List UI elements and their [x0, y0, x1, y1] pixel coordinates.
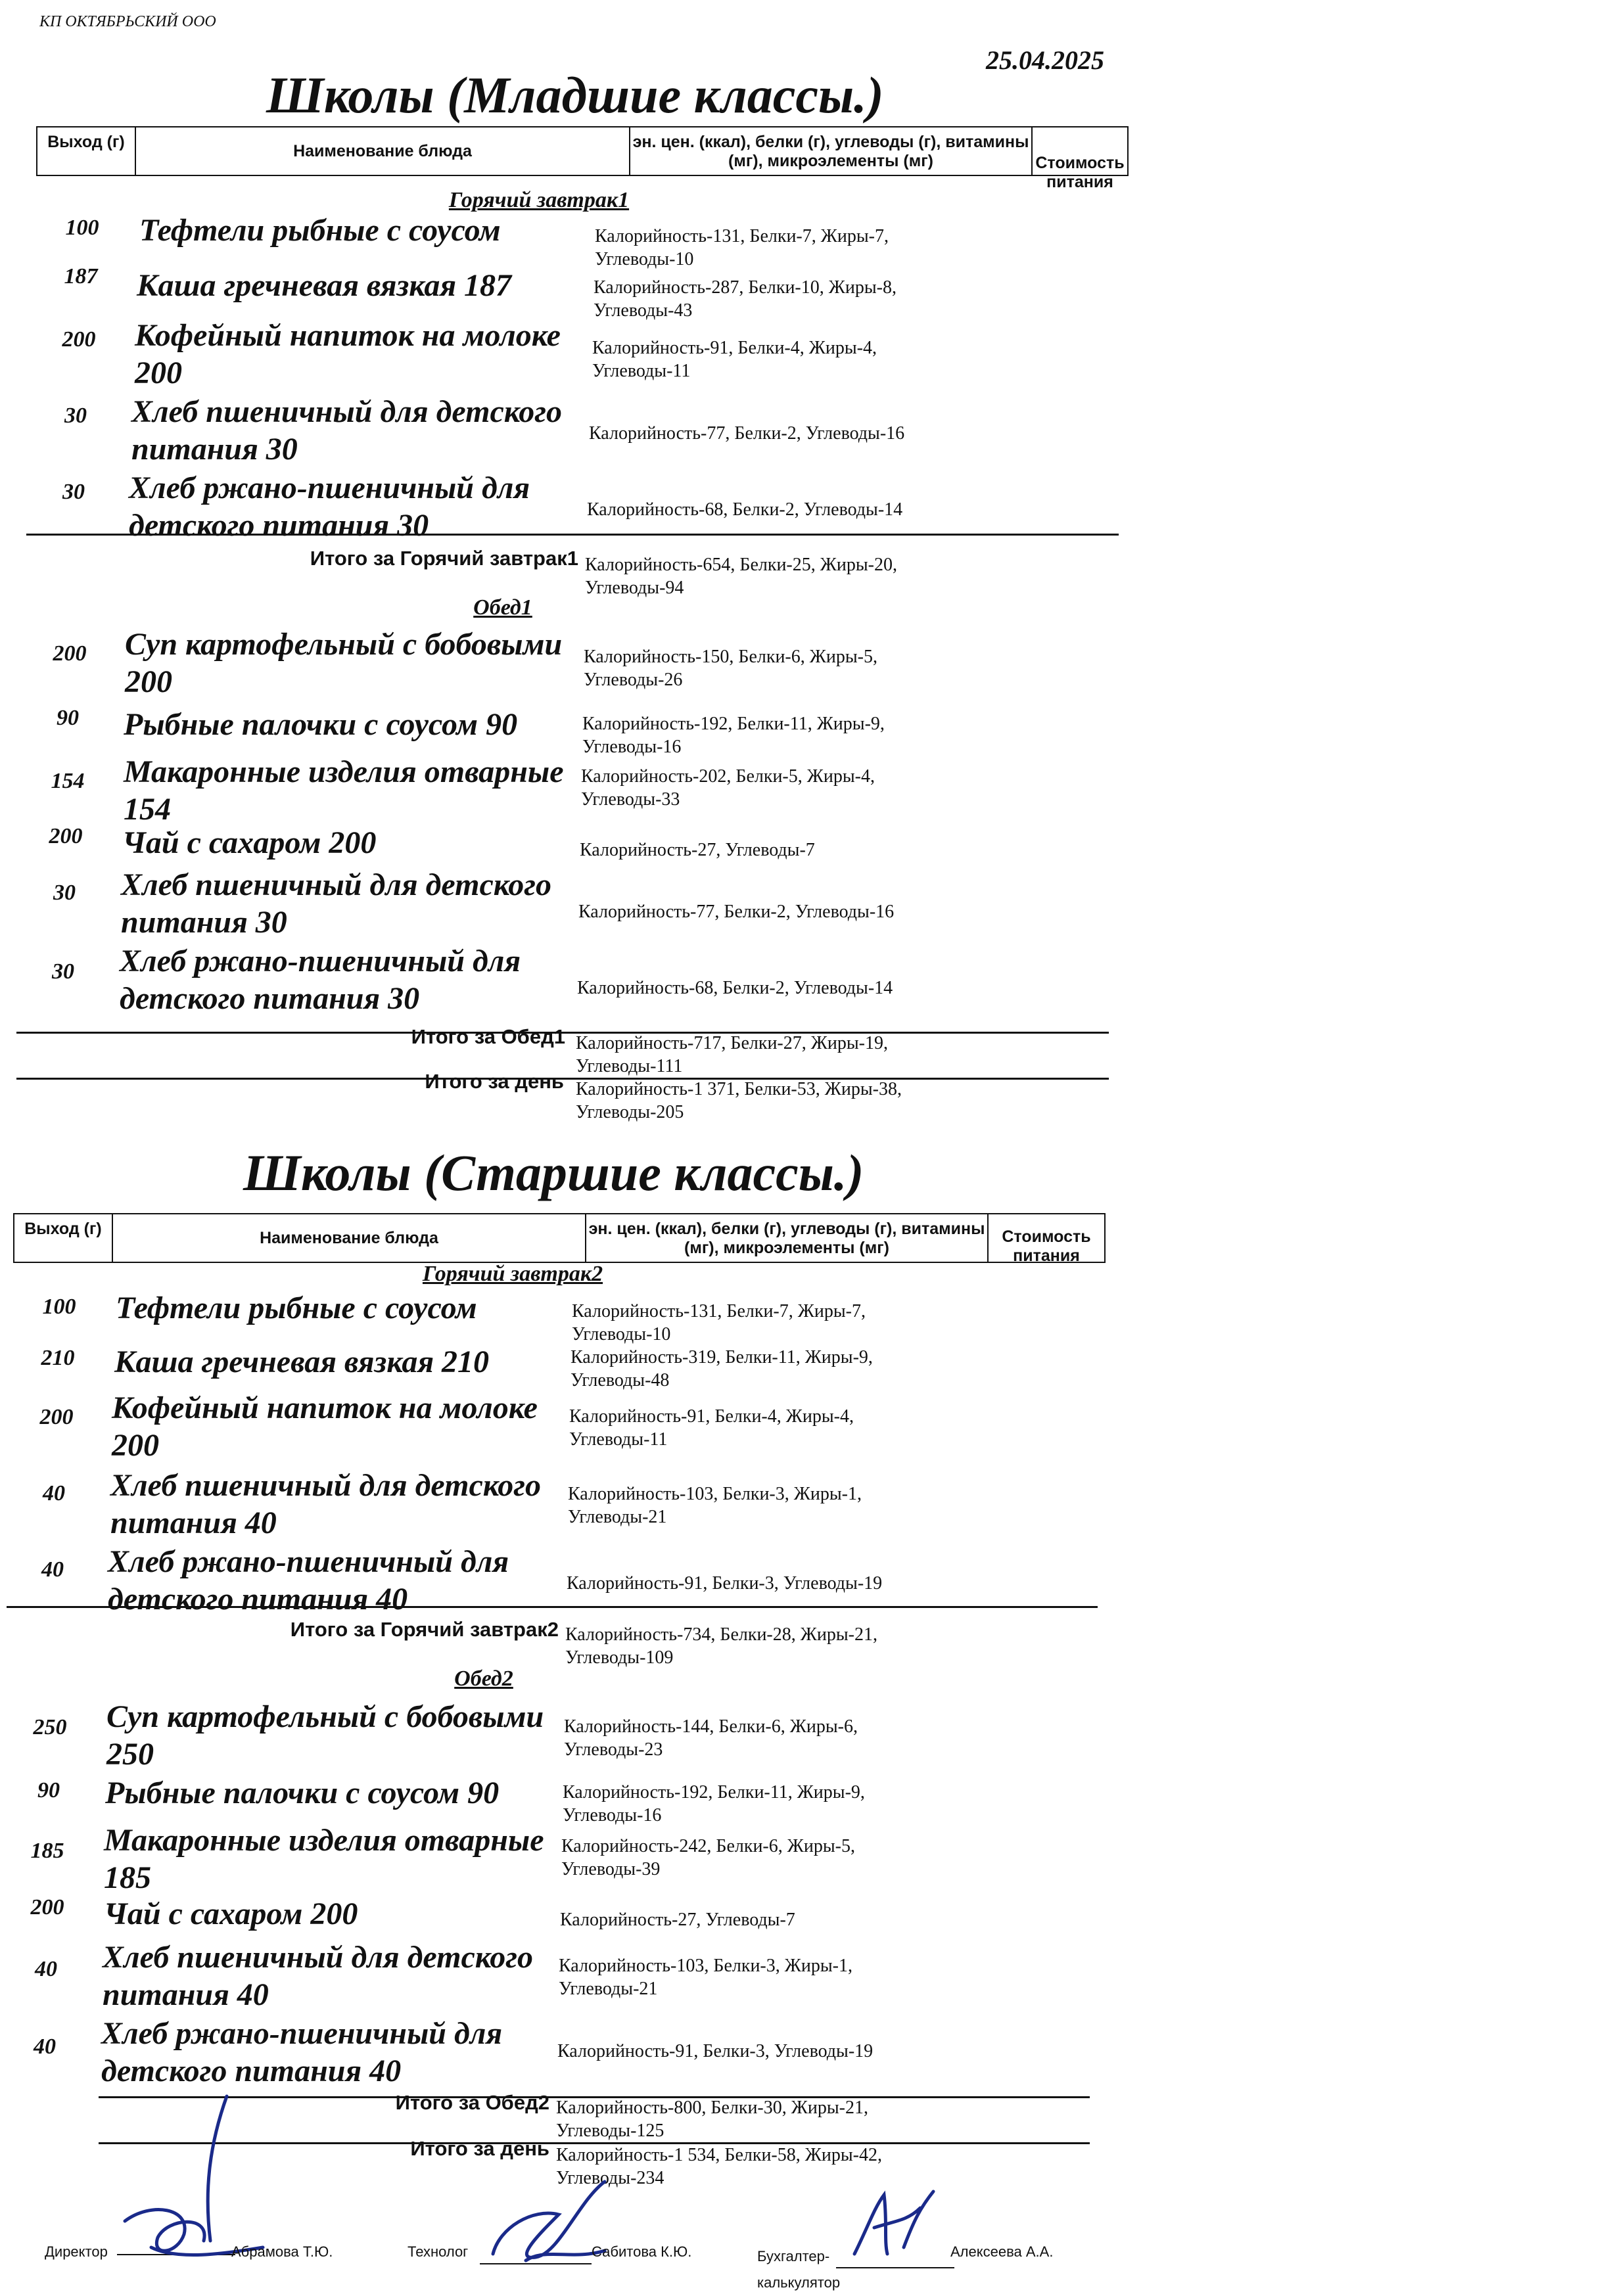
item-dish: Хлеб пшеничный для детского питания 30 [131, 394, 562, 467]
header-dish: Наименование блюда [136, 127, 630, 175]
item-dish: Хлеб ржано-пшеничный для детского питания 30 [129, 471, 530, 543]
item-yield: 200 [30, 1895, 64, 1919]
organization-name: КП ОКТЯБРЬСКИЙ ООО [39, 13, 216, 30]
divider-line [26, 534, 1119, 536]
meal-total-value: Калорийность-800, Белки-30, Жиры-21, Углеводы-125 [556, 2098, 868, 2141]
item-dish: Кофейный напиток на молоке 200 [135, 318, 561, 390]
item-yield: 250 [33, 1715, 67, 1739]
item-yield: 90 [37, 1778, 60, 1802]
item-yield: 40 [34, 2034, 56, 2059]
item-nutrition: Калорийность-131, Белки-7, Жиры-7, Углеводы-10 [595, 226, 889, 269]
item-nutrition: Калорийность-150, Белки-6, Жиры-5, Углеводы-26 [584, 647, 877, 690]
table-header-junior [36, 126, 1129, 191]
item-nutrition: Калорийность-103, Белки-3, Жиры-1, Углеводы-21 [568, 1484, 862, 1527]
item-yield: 30 [52, 959, 74, 984]
meal-title: Обед2 [454, 1666, 513, 1691]
item-yield: 154 [51, 769, 85, 793]
item-dish: Хлеб ржано-пшеничный для детского питания 40 [108, 1544, 509, 1617]
item-dish: Тефтели рыбные с соусом [139, 213, 501, 248]
item-dish: Хлеб пшеничный для детского питания 40 [110, 1468, 541, 1540]
item-dish: Хлеб ржано-пшеничный для детского питания 40 [101, 2016, 503, 2088]
signature-name-accountant: Алексеева А.А. [950, 2243, 1054, 2260]
item-dish: Суп картофельный с бобовыми 200 [125, 627, 563, 699]
item-nutrition: Калорийность-192, Белки-11, Жиры-9, Углеводы-16 [582, 714, 885, 757]
header-dish: Наименование блюда [113, 1214, 586, 1262]
item-nutrition: Калорийность-91, Белки-4, Жиры-4, Углеводы-11 [592, 338, 877, 381]
meal-title: Обед1 [473, 595, 532, 620]
day-total-value: Калорийность-1 534, Белки-58, Жиры-42, Углеводы-234 [556, 2145, 882, 2188]
meal-total-value: Калорийность-734, Белки-28, Жиры-21, Углеводы-109 [565, 1624, 877, 1668]
item-nutrition: Калорийность-91, Белки-4, Жиры-4, Углеводы-11 [569, 1406, 854, 1450]
item-yield: 100 [65, 216, 99, 240]
item-dish: Суп картофельный с бобовыми 250 [106, 1699, 544, 1772]
item-yield: 30 [64, 403, 87, 428]
item-yield: 30 [62, 480, 85, 504]
item-dish: Чай с сахаром 200 [104, 1896, 358, 1931]
signature-role-accountant: Бухгалтер-калькулятор [757, 2248, 841, 2291]
signature-role-director: Директор [45, 2243, 108, 2260]
item-nutrition: Калорийность-192, Белки-11, Жиры-9, Углеводы-16 [563, 1782, 865, 1825]
item-nutrition: Калорийность-77, Белки-2, Углеводы-16 [578, 902, 895, 922]
item-dish: Каша гречневая вязкая 187 [137, 268, 512, 303]
meal-total-label: Итого за Обед2 [395, 2091, 549, 2114]
item-dish: Макаронные изделия отварные 185 [104, 1823, 544, 1895]
item-yield: 210 [41, 1346, 75, 1370]
item-yield: 200 [39, 1405, 74, 1429]
item-yield: 30 [53, 881, 76, 905]
item-nutrition: Калорийность-91, Белки-3, Углеводы-19 [557, 2041, 874, 2061]
meal-total-label: Итого за Горячий завтрак2 [290, 1618, 559, 1641]
item-nutrition: Калорийность-103, Белки-3, Жиры-1, Углеводы-21 [559, 1956, 852, 1999]
table-header-senior [13, 1213, 1106, 1263]
day-total-label: Итого за день [410, 2137, 549, 2160]
item-nutrition: Калорийность-68, Белки-2, Углеводы-14 [577, 978, 893, 998]
signature-scribble-director [112, 2090, 269, 2267]
item-nutrition: Калорийность-144, Белки-6, Жиры-6, Углеводы-23 [564, 1716, 858, 1760]
section-title-junior: Школы (Младшие классы.) [266, 66, 884, 124]
item-yield: 200 [62, 327, 96, 352]
item-dish: Рыбные палочки с соусом 90 [124, 707, 518, 742]
item-dish: Тефтели рыбные с соусом [116, 1291, 477, 1325]
item-yield: 200 [49, 824, 83, 848]
item-yield: 100 [42, 1295, 76, 1319]
meal-title: Горячий завтрак2 [422, 1262, 603, 1286]
item-nutrition: Калорийность-131, Белки-7, Жиры-7, Углеводы-10 [572, 1301, 866, 1344]
header-nutrition: эн. цен. (ккал), белки (г), углеводы (г), витамины (мг), микроэлементы (мг) [630, 127, 1033, 175]
item-nutrition: Калорийность-68, Белки-2, Углеводы-14 [587, 499, 903, 520]
meal-total-label: Итого за Горячий завтрак1 [310, 547, 578, 570]
item-nutrition: Калорийность-319, Белки-11, Жиры-9, Углеводы-48 [571, 1347, 873, 1390]
header-yield: Выход (г) [37, 127, 136, 175]
item-yield: 200 [53, 641, 87, 666]
meal-total-label: Итого за Обед1 [411, 1025, 565, 1048]
header-yield: Выход (г) [14, 1214, 113, 1262]
item-yield: 40 [43, 1481, 65, 1505]
item-yield: 40 [41, 1557, 64, 1582]
divider-line [7, 1606, 1098, 1608]
item-dish: Хлеб пшеничный для детского питания 30 [121, 867, 551, 940]
item-nutrition: Калорийность-91, Белки-3, Углеводы-19 [567, 1573, 883, 1594]
meal-total-value: Калорийность-654, Белки-25, Жиры-20, Углеводы-94 [585, 555, 897, 598]
header-nutrition: эн. цен. (ккал), белки (г), углеводы (г), витамины (мг), микроэлементы (мг) [586, 1214, 989, 1262]
menu-date: 25.04.2025 [986, 45, 1104, 75]
day-total-label: Итого за день [425, 1070, 564, 1093]
item-dish: Хлеб пшеничный для детского питания 40 [103, 1940, 533, 2012]
signature-role-technologist: Технолог [408, 2243, 469, 2260]
item-yield: 90 [57, 706, 79, 730]
item-nutrition: Калорийность-242, Белки-6, Жиры-5, Углеводы-39 [561, 1836, 855, 1879]
signature-scribble-accountant [848, 2182, 940, 2267]
signature-line [836, 2267, 954, 2268]
item-dish: Макаронные изделия отварные 154 [124, 754, 564, 827]
meal-total-value: Калорийность-717, Белки-27, Жиры-19, Углеводы-111 [576, 1033, 888, 1076]
header-cost: Стоимость питания [1035, 154, 1125, 191]
item-yield: 40 [35, 1957, 57, 1981]
item-dish: Каша гречневая вязкая 210 [114, 1344, 490, 1379]
item-dish: Кофейный напиток на молоке 200 [112, 1390, 538, 1463]
signature-name-technologist: Сабитова К.Ю. [592, 2243, 692, 2260]
item-yield: 187 [64, 264, 98, 288]
item-nutrition: Калорийность-287, Белки-10, Жиры-8, Углеводы-43 [594, 277, 897, 321]
item-yield: 185 [30, 1839, 64, 1863]
section-title-senior: Школы (Старшие классы.) [243, 1144, 864, 1201]
header-cost: Стоимость питания [1002, 1228, 1091, 1265]
day-total-value: Калорийность-1 371, Белки-53, Жиры-38, Углеводы-205 [576, 1079, 902, 1122]
item-dish: Чай с сахаром 200 [122, 825, 377, 860]
item-dish: Хлеб ржано-пшеничный для детского питания 30 [120, 944, 521, 1016]
item-nutrition: Калорийность-77, Белки-2, Углеводы-16 [589, 423, 905, 444]
meal-title: Горячий завтрак1 [448, 188, 630, 212]
item-nutrition: Калорийность-202, Белки-5, Жиры-4, Углеводы-33 [581, 766, 875, 810]
item-nutrition: Калорийность-27, Углеводы-7 [560, 1910, 795, 1930]
signature-name-director: Абрамова Т.Ю. [231, 2243, 333, 2260]
item-nutrition: Калорийность-27, Углеводы-7 [580, 840, 815, 860]
item-dish: Рыбные палочки с соусом 90 [105, 1776, 500, 1810]
